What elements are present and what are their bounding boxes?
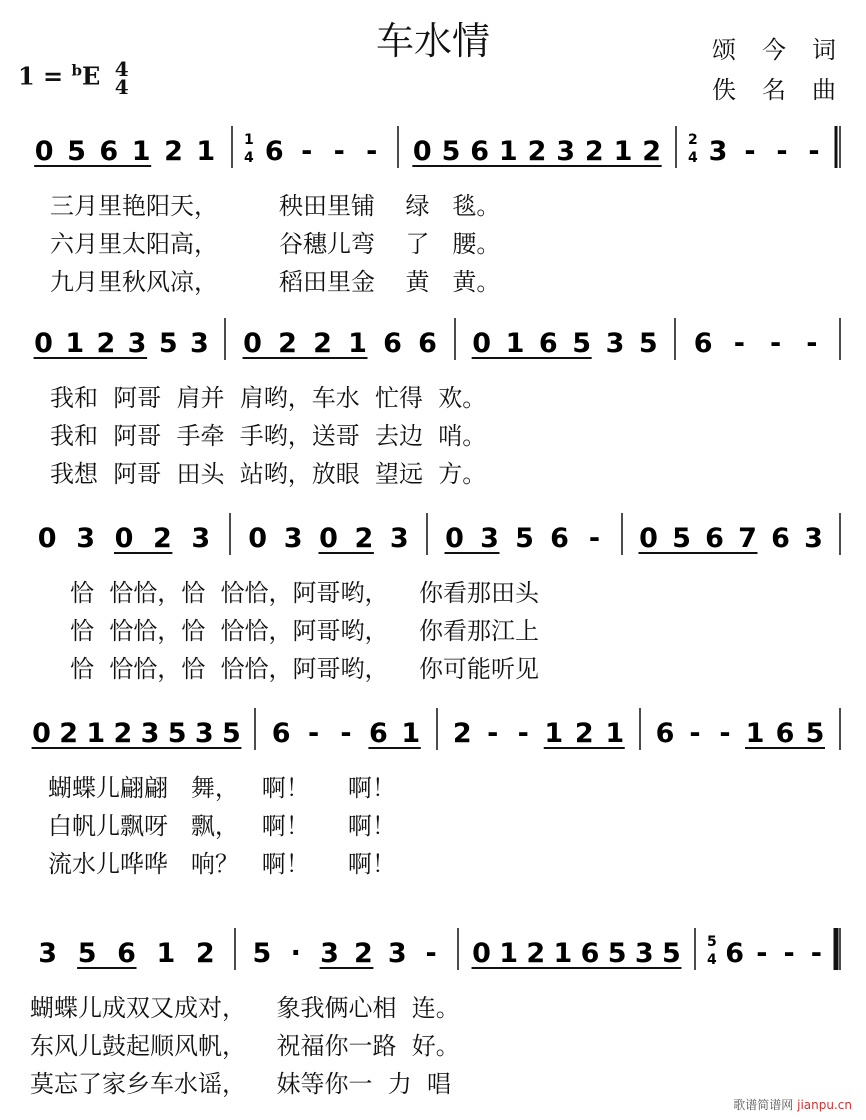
note: 1 [745,718,765,749]
note: 6 [550,523,569,554]
note: 3 [605,328,625,359]
note: 3 [283,523,303,554]
note: - [806,328,818,359]
note: 6 [99,136,119,167]
note: - [733,328,745,359]
lyric-line: 蝴蝶儿翩翩 舞， 啊！ 啊！ [48,774,396,802]
notation-line [0,700,866,750]
note: 0 [114,523,134,554]
note: 1 [499,938,519,969]
lyric-line: 我和 阿哥 肩并 肩哟，车水 忙得 欢。 [50,384,487,412]
lyric-line: 三月里艳阳天， 秧田里铺 绿 毯。 [50,192,501,220]
note: 1 [613,136,633,167]
note: 1 [348,328,367,359]
note: 3 [76,523,95,554]
note: 1 [553,938,573,969]
key-tonic: E [82,61,101,91]
note: 3 [38,938,58,969]
note: 3 [194,718,214,749]
note: 2 [642,136,662,167]
note: 6 [117,938,136,969]
note: - [366,136,378,167]
lyric-line: 白帆儿飘呀 飘， 啊！ 啊！ [48,812,396,840]
note: 5 [607,938,627,969]
note: 1 [505,328,525,359]
note: - [340,718,352,749]
note: - [301,136,313,167]
lyric-line: 莫忘了家乡车水谣， 妹等你一 力 唱 [30,1070,452,1098]
lyric-line: 东风儿鼓起顺风帆， 祝福你一路 好。 [30,1032,460,1060]
note: - [810,938,822,969]
note: 0 [34,136,54,167]
note: 2 [153,523,172,554]
note: 6 [580,938,600,969]
note: 3 [140,718,160,749]
note: 2 [354,523,374,554]
note: 5 [67,136,86,167]
watermark-site: 歌谱简谱网 [733,1098,794,1112]
note: 0 [412,136,432,167]
song-title: 车水情 [375,19,490,63]
note: 3 [480,523,499,554]
note: 5 [572,328,592,359]
key-prefix: 1 = [18,61,72,91]
note: 6 [725,938,745,969]
note: 0 [472,938,491,969]
lyric-line: 蝴蝶儿成双又成对， 象我俩心相 连。 [30,994,460,1022]
note: 6 [538,328,558,359]
note: 6 [705,523,724,554]
note: 5 [441,136,461,167]
note: - [756,938,768,969]
lyricist-credit: 颂今词 [712,36,862,64]
note: 2 [59,718,79,749]
flat-sign: b [71,61,83,80]
note: - [783,938,795,969]
note: 3 [556,136,576,167]
note: 7 [738,523,757,554]
watermark-domain: jianpu.cn [797,1098,852,1112]
notation-line [0,505,866,555]
note: 1 [65,328,85,359]
note: - [808,136,820,167]
note: 2 [313,328,332,359]
note: - [689,718,701,749]
note: · [290,938,301,969]
note: 1 [401,718,421,749]
note: 3 [190,328,209,359]
lyric-line: 恰 恰恰，恰 恰恰，阿哥哟， 你看那江上 [70,617,540,645]
note: 3 [191,523,211,554]
note: 0 [639,523,658,554]
note: 2 [113,718,133,749]
key-signature [18,57,129,99]
notation-line [0,118,866,168]
note: 2 [584,136,604,167]
note: 1 [86,718,106,749]
lyric-line: 六月里太阳高， 谷穗儿弯 了 腰。 [50,230,501,258]
time-sig-top: 1 [244,132,254,148]
time-sig-top: 5 [707,934,717,950]
time-top: 4 [114,57,129,81]
note: 3 [320,938,339,969]
note: 3 [387,938,407,969]
note: 5 [638,328,658,359]
note: 1 [131,136,151,167]
note: 6 [775,718,795,749]
note: 6 [271,718,291,749]
note: - [744,136,756,167]
lyric-line: 我想 阿哥 田头 站哟，放眼 望远 方。 [50,460,487,488]
lyric-line: 恰 恰恰，恰 恰恰，阿哥哟， 你看那田头 [70,579,540,607]
note: 6 [264,136,284,167]
note: 0 [472,328,492,359]
note: 0 [243,328,262,359]
site-watermark [733,1096,852,1113]
note: 2 [195,938,215,969]
note: 2 [527,136,547,167]
note: 1 [544,718,564,749]
note: 2 [354,938,373,969]
note: 5 [167,718,187,749]
note: 6 [655,718,675,749]
note: 6 [771,523,790,554]
staff-system [0,118,866,318]
note: 3 [634,938,654,969]
note: 0 [37,523,57,554]
note: 0 [248,523,268,554]
note: 3 [389,523,409,554]
note: - [517,718,529,749]
note: 5 [515,523,534,554]
note: 2 [96,328,116,359]
note: 5 [158,328,178,359]
lyric-line: 我和 阿哥 手牵 手哟，送哥 去边 哨。 [50,422,487,450]
composer-credit: 佚名曲 [712,76,862,104]
note: 1 [605,718,625,749]
note: 6 [470,136,490,167]
note: 6 [418,328,437,359]
note: - [425,938,437,969]
note: 0 [32,718,51,749]
lyric-line: 恰 恰恰，恰 恰恰，阿哥哟， 你可能听见 [70,655,540,683]
time-sig-bottom: 4 [688,150,698,166]
note: 1 [196,136,216,167]
note: 2 [574,718,594,749]
note: 0 [319,523,338,554]
note: - [307,718,320,749]
note: 0 [445,523,464,554]
staff-system [0,505,866,705]
note: 5 [805,718,825,749]
note: 5 [222,718,241,749]
note: 1 [498,136,518,167]
note: 5 [252,938,272,969]
note: 2 [526,938,546,969]
note: 6 [369,718,388,749]
note: 2 [452,718,472,749]
note: 3 [127,328,147,359]
note: 6 [693,328,713,359]
note: 5 [672,523,691,554]
note: - [770,328,782,359]
staff-system [0,310,866,510]
time-sig-bottom: 4 [244,150,254,166]
time-sig-top: 2 [688,132,698,148]
note: 3 [708,136,728,167]
time-sig-bottom: 4 [707,952,717,968]
note: - [487,718,499,749]
lyric-line: 流水儿哗哗 响？ 啊！ 啊！ [48,850,396,878]
note: 0 [34,328,53,359]
time-signature [114,57,129,99]
notation-line [0,310,866,360]
time-bottom: 4 [114,75,129,99]
note: 6 [383,328,402,359]
note: 2 [278,328,297,359]
note: 3 [804,523,823,554]
note: 5 [77,938,97,969]
staff-system [0,700,866,900]
note: - [588,523,601,554]
note: 5 [662,938,681,969]
notation-line [0,920,866,970]
note: 1 [156,938,176,969]
lyric-line: 九月里秋风凉， 稻田里金 黄 黄。 [50,268,501,296]
note: - [719,718,731,749]
note: 2 [164,136,183,167]
note: - [333,136,345,167]
note: - [776,136,788,167]
staff-system [0,920,866,1120]
